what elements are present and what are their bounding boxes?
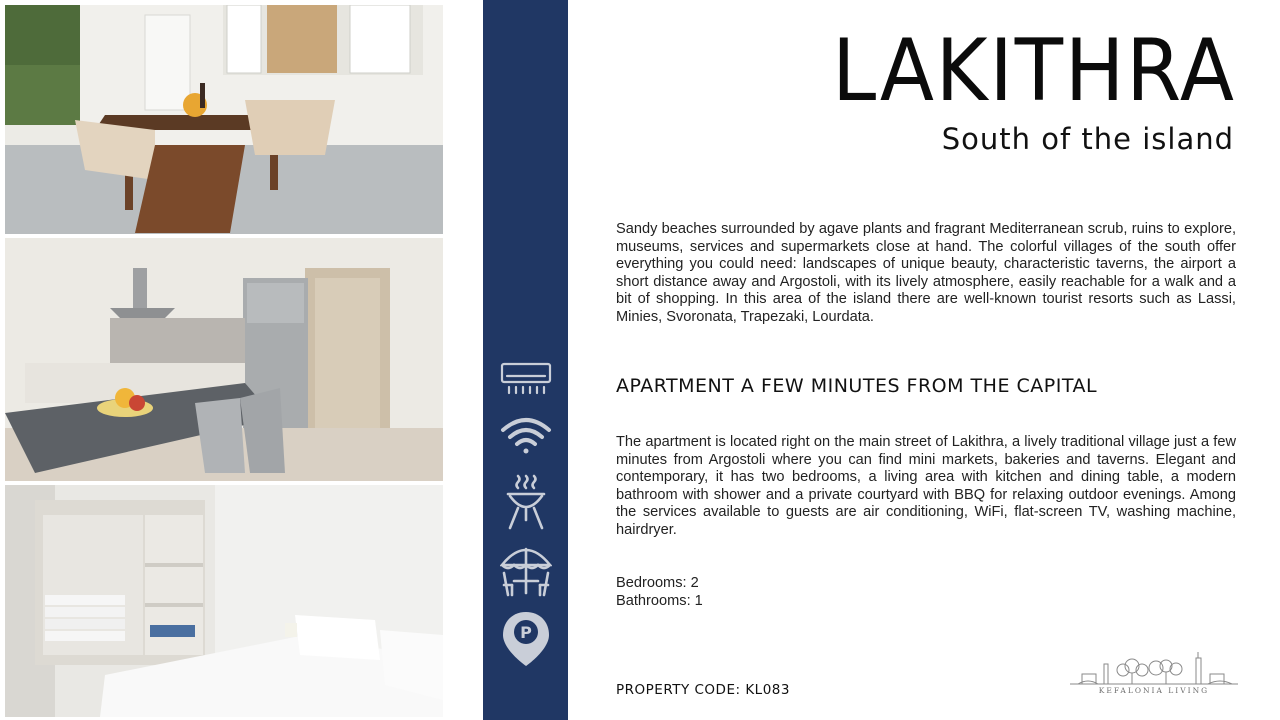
page-subtitle: South of the island (941, 122, 1234, 156)
logo-text: KEFALONIA LIVING (1098, 686, 1210, 695)
area-description: Sandy beaches surrounded by agave plants and fragrant Mediterranean scrub, ruins to explore, museums, services and supermarkets close at hand. The colorful villages of the south offer everything you could need: landscapes of unique beauty, characteristic taverns, the airport a short distance away and Argostoli, with its lively atmosphere, easily reachable for a walk and a bit of shopping. In this area of the island there are well-known tourist resorts such as Lassi, Minies, Svoronata, Trapezaki, Lourdata. (616, 221, 1236, 325)
kefalonia-living-logo (1068, 652, 1240, 698)
outdoor-umbrella-table-icon (483, 543, 568, 597)
bathrooms-count: Bathrooms: 1 (616, 593, 703, 609)
bedroom-photo (5, 485, 443, 717)
bedrooms-count: Bedrooms: 2 (616, 575, 699, 591)
kitchen-dining-photo (5, 238, 443, 481)
property-code: PROPERTY CODE: KL083 (616, 682, 790, 698)
amenities-strip (483, 0, 568, 720)
wifi-icon (483, 416, 568, 456)
parking-pin-icon (483, 610, 568, 668)
page-title: LAKITHRA (832, 21, 1236, 121)
apartment-heading: APARTMENT A FEW MINUTES FROM THE CAPITAL (616, 375, 1098, 397)
bbq-grill-icon (483, 474, 568, 530)
courtyard-dining-photo (5, 5, 443, 234)
apartment-description: The apartment is located right on the main street of Lakithra, a lively traditional village just a few minutes from Argostoli where you can find mini markets, bakeries and taverns. Elegant and contemporary, it has two bedrooms, a living area with kitchen and dining table, a modern bathroom with shower and a private courtyard with BBQ for relaxing outdoor evenings. Among the services available to guests are air conditioning, WiFi, flat-screen TV, washing machine, hairdryer. (616, 434, 1236, 538)
room-specs (616, 574, 703, 610)
air-conditioner-icon (483, 362, 568, 396)
svg-text:P: P (519, 623, 532, 642)
